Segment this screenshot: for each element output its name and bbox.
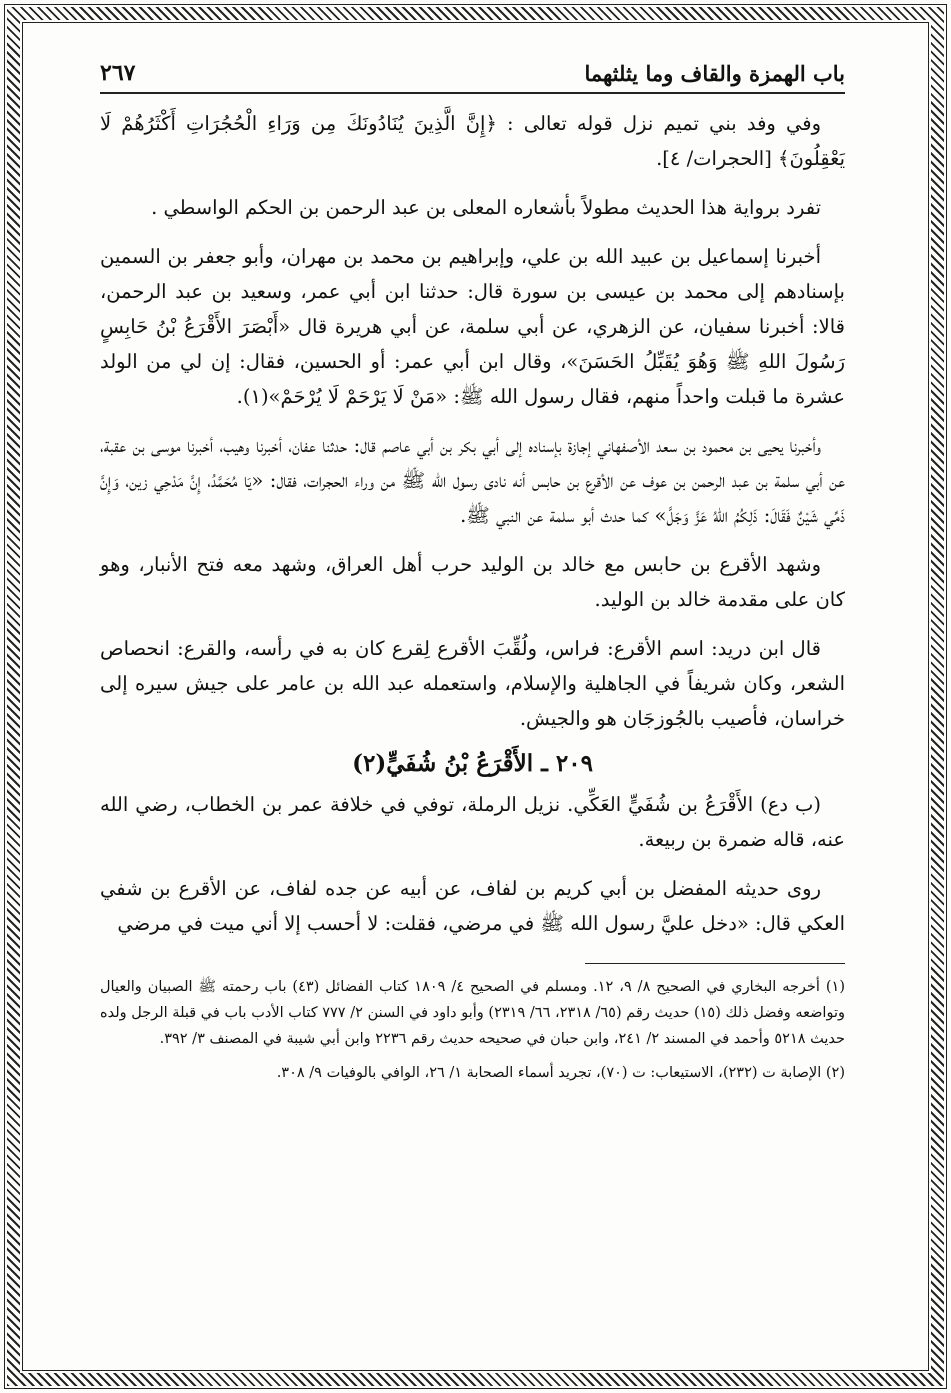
footnote: (٢) الإصابة ت (٢٣٢)، الاستيعاب: ت (٧٠)، تجريد أسماء الصحابة ١/ ٢٦، الوافي بالوفيات ٩/ ٣٠٨. xyxy=(276,1065,845,1081)
running-header xyxy=(100,60,845,94)
paragraph: أخبرنا إسماعيل بن عبيد الله بن علي، وإبراهيم بن محمد بن مهران، وأبو جعفر بن السمين بإسنادهم إلى محمد بن عيسى بن سورة قال: حدثنا ابن أبي عمر، وسعيد بن عبد الرحمن، قالا: أخبرنا سفيان، عن الزهري، عن أبي سلمة، عن أبي هريرة قال «أَبْصَرَ الأَقْرَعُ بْنُ حَابِسٍ رَسُولَ اللهِ ﷺ وَهُوَ يُقَبِّلُ الحَسَنَ»، وقال ابن أبي عمر: أو الحسين، فقال: إن لي من الولد عشرة ما قبلت واحداً منهم، فقال رسول الله ﷺ: «مَنْ لَا يَرْحَمْ لَا يُرْحَمْ»(١). xyxy=(100,245,845,408)
page-number: ٢٦٧ xyxy=(100,60,136,86)
paragraph: روى حديثه المفضل بن أبي كريم بن لفاف، عن أبيه عن جده لفاف، عن الأقرع بن شفي العكي قال: «دخل عليَّ رسول الله ﷺ في مرضي، فقلت: لا أحسب إلا أني ميت في مرضي xyxy=(100,877,845,935)
paragraph: (ب دع) الأَقْرَعُ بن شُفَيٍّ العَكِّي. نزيل الرملة، توفي في خلافة عمر بن الخطاب، رضي الله عنه، قاله ضمرة بن ربيعة. xyxy=(100,793,845,851)
paragraph: وأخبرنا يحيى بن محمود بن سعد الأصفهاني إجازة بإسناده إلى أبي بكر بن أبي عاصم قال: حدثنا عفان، أخبرنا وهيب، أخبرنا موسى بن عقبة، عن أبي سلمة بن عبد الرحمن بن عوف عن الأقرع بن حابس أنه نادى رسول الله ﷺ من وراء الحجرات، فقال: «يَا مُحَمَّدُ، إِنَّ مَدْحِي زين، وَإِنَّ ذَمِّي شَيْنٌ فَقَالَ: ذَلِكُمُ اللهُ عَزَّ وَجَلَّ» كما حدث أبو سلمة عن النبي ﷺ. xyxy=(100,434,845,527)
footnotes xyxy=(100,974,845,1086)
entry-heading: ٢٠٩ ـ الأَقْرَعُ بْنُ شُفَيٍّ(٢) xyxy=(352,750,593,777)
paragraph: قال ابن دريد: اسم الأقرع: فراس، ولُقِّبَ الأقرع لِقرع كان به في رأسه، والقرع: انحصاص الشعر، وكان شريفاً في الجاهلية والإسلام، واستعمله عبد الله بن عامر على جيش سيره إلى خراسان، فأصيب بالجُوزجَان هو والجيش. xyxy=(100,637,845,730)
footnote-separator xyxy=(585,963,845,964)
paragraph: تفرد برواية هذا الحديث مطولاً بأشعاره المعلى بن عبد الرحمن بن الحكم الواسطي . xyxy=(151,196,821,219)
chapter-title: باب الهمزة والقاف وما يثلثهما xyxy=(584,61,845,86)
page-content xyxy=(100,60,845,1094)
paragraph: وفي وفد بني تميم نزل قوله تعالى : ﴿إِنَّ الَّذِينَ يُنَادُونَكَ مِن وَرَاءِ الْحُجُرَاتِ أَكْثَرُهُمْ لَا يَعْقِلُونَ﴾ [الحجرات/ ٤]. xyxy=(100,112,845,170)
body-text xyxy=(100,106,845,941)
footnote: (١) أخرجه البخاري في الصحيح ٨/ ٩، ١٢. ومسلم في الصحيح ٤/ ١٨٠٩ كتاب الفضائل (٤٣) باب رحمته ﷺ الصبيان والعيال وتواضعه وفضل ذلك (١٥) حديث رقم (٦٥/ ٢٣١٨، ٦٦/ ٢٣١٩) وأبو داود في السنن ٢/ ٧٧٧ كتاب الأدب باب في قبلة الرجل ولده حديث ٥٢١٨ وأحمد في المسند ٢/ ٢٤١، وابن حبان في صحيحه حديث رقم ٢٢٣٦ وابن أبي شيبة في المصنف ٣/ ٣٩٢. xyxy=(100,979,845,1047)
paragraph: وشهد الأقرع بن حابس مع خالد بن الوليد حرب أهل العراق، وشهد معه فتح الأنبار، وهو كان على مقدمة خالد بن الوليد. xyxy=(100,553,845,611)
